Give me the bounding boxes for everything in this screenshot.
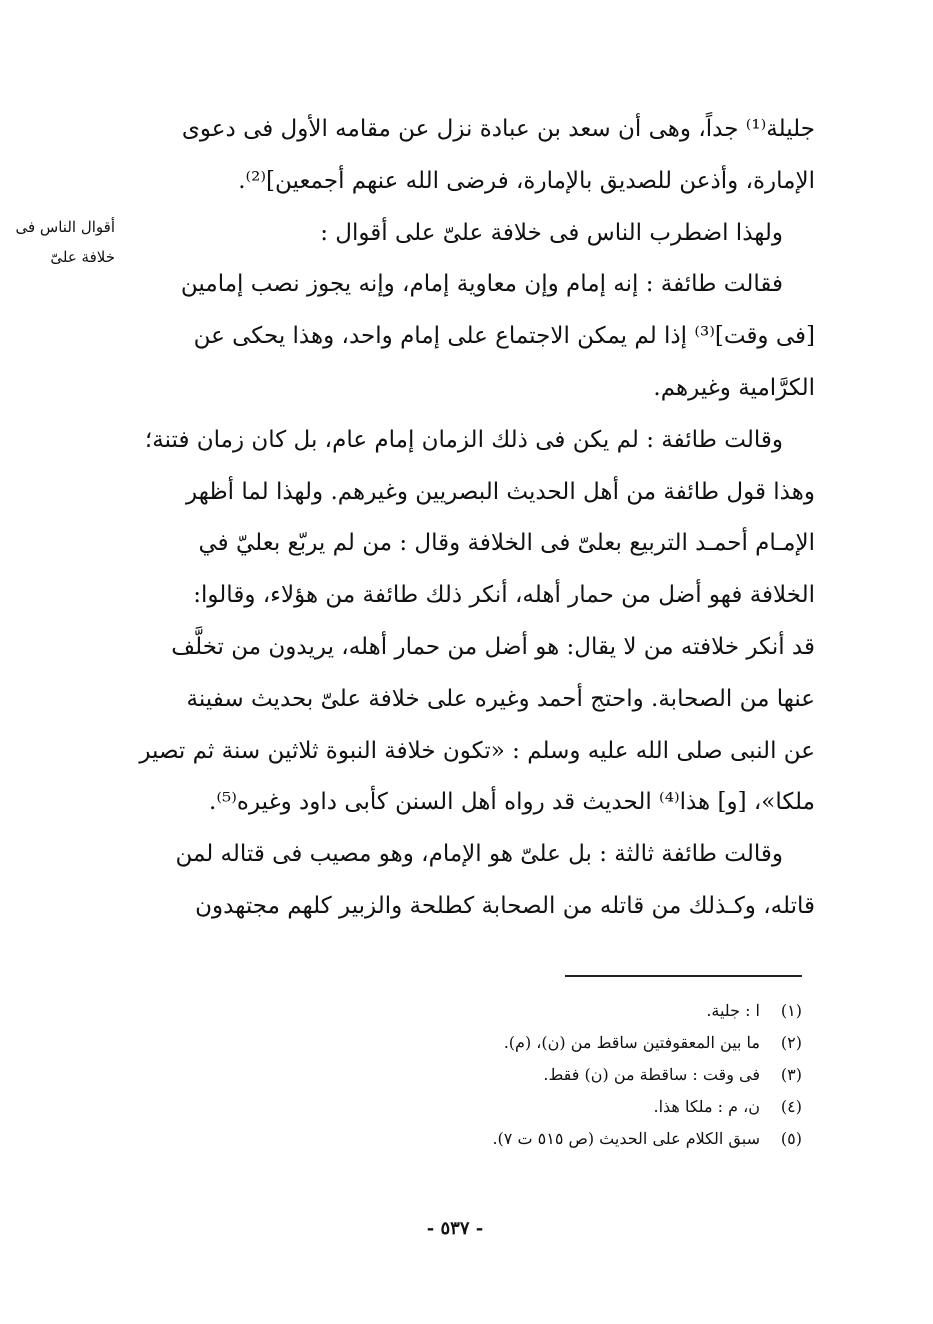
margin-note-line: خلافة علىّ <box>50 248 115 266</box>
footnote-text: ما بين المعقوفتين ساقط من (ن)، (م). <box>503 1033 760 1052</box>
text-line: الخلافة فهو أضل من حمار أهله، أنكر ذلك طائفة من هؤلاء، وقالوا: <box>193 582 815 609</box>
page-number: - ٥٣٧ - <box>426 1218 484 1239</box>
footnote-number: (٢) <box>780 1033 802 1052</box>
footnote-number: (٤) <box>780 1097 802 1116</box>
main-text <box>103 104 815 933</box>
text-line: الإمـام أحمـد التربيع بعلىّ فى الخلافة وقال : من لم يربّع بعليّ في <box>198 530 815 557</box>
text-line: الكرَّامية وغيرهم. <box>653 374 815 401</box>
footnote-number: (٣) <box>780 1065 802 1084</box>
footnote-text: فى وقت : ساقطة من (ن) فقط. <box>543 1065 760 1084</box>
text-line: وقالت طائفة : لم يكن فى ذلك الزمان إمام عام، بل كان زمان فتنة؛ <box>144 426 783 453</box>
footnote-text: سبق الكلام على الحديث (ص ٥١٥ ت ٧). <box>492 1129 760 1148</box>
text-line: ولهذا اضطرب الناس فى خلافة علىّ على أقوال : <box>320 219 783 246</box>
footnote-number: (١) <box>780 1001 802 1020</box>
text-line: عنها من الصحابة. واحتج أحمد وغيره على خلافة علىّ بحديث سفينة <box>186 685 815 712</box>
text-line: قاتله، وكـذلك من قاتله من الصحابة كطلحة والزبير كلهم مجتهدون <box>195 892 815 919</box>
text-line: فقالت طائفة : إنه إمام وإن معاوية إمام، وإنه يجوز نصب إمامين <box>180 271 783 298</box>
text-line: وقالت طائفة ثالثة : بل علىّ هو الإمام، وهو مصيب فى قتاله لمن <box>175 841 783 868</box>
text-line: [فى وقت]⁽³⁾ إذا لم يمكن الاجتماع على إمام واحد، وهذا يحكى عن <box>193 323 815 350</box>
footnote <box>400 1027 802 1059</box>
footnotes <box>400 995 802 1155</box>
footnote <box>400 1059 802 1091</box>
footnote-text: ا : جلية. <box>706 1001 760 1020</box>
footnote <box>400 1091 802 1123</box>
text-line: ملكا»، [و] هذا⁽⁴⁾ الحديث قد رواه أهل السنن كأبى داود وغيره⁽⁵⁾. <box>209 789 815 816</box>
footnote-divider <box>565 975 802 977</box>
margin-note <box>10 212 115 272</box>
footnote-text: ن، م : ملكا هذا. <box>653 1097 760 1116</box>
footnote <box>400 1123 802 1155</box>
text-line: وهذا قول طائفة من أهل الحديث البصريين وغيرهم. ولهذا لما أظهر <box>186 478 815 505</box>
text-line: قد أنكر خلافته من لا يقال: هو أضل من حمار أهله، يريدون من تخلَّف <box>171 633 815 660</box>
footnote <box>400 995 802 1027</box>
text-line: الإمارة، وأذعن للصديق بالإمارة، فرضى الله عنهم أجمعين]⁽²⁾. <box>238 167 815 194</box>
margin-note-line: أقوال الناس فى <box>15 218 115 236</box>
footnote-number: (٥) <box>780 1129 802 1148</box>
text-line: عن النبى صلى الله عليه وسلم : «تكون خلافة النبوة ثلاثين سنة ثم تصير <box>139 737 815 764</box>
text-line: جليلة⁽¹⁾ جداً، وهى أن سعد بن عبادة نزل عن مقامه الأول فى دعوى <box>181 116 815 142</box>
